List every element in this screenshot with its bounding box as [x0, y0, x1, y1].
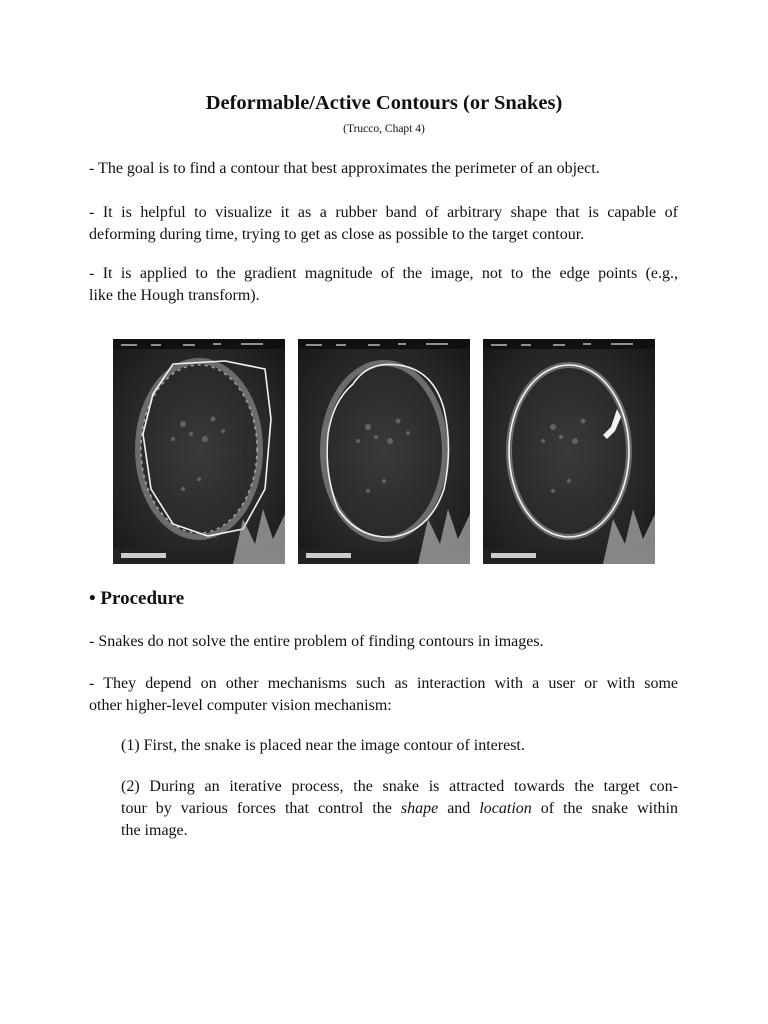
step-2-line-3: the image. — [121, 822, 188, 839]
mechanisms-line-2: other higher-level computer vision mechanism: — [89, 697, 392, 714]
initial-snake-panel — [113, 339, 285, 564]
mechanisms-line-1: - They depend on other mechanisms such as interaction with a user or with some — [89, 675, 678, 692]
snakes-limit-text: - Snakes do not solve the entire problem of finding contours in images. — [89, 633, 544, 650]
step-1-text: (1) First, the snake is placed near the image contour of interest. — [121, 737, 525, 754]
emphasis-location: location — [479, 800, 532, 817]
procedure-heading: • Procedure — [89, 588, 185, 609]
rubber-band-line-2: deforming during time, trying to get as close as possible to the target contour. — [89, 226, 585, 243]
converged-snake-panel — [483, 339, 655, 564]
step-2-line-2 — [121, 798, 678, 820]
scale-bar — [306, 553, 351, 558]
step-1 — [121, 735, 678, 757]
goal-paragraph — [89, 158, 678, 180]
goal-text: - The goal is to find a contour that best approximates the perimeter of an object. — [89, 160, 600, 177]
rubber-band-line-1: - It is helpful to visualize it as a rubber band of arbitrary shape that is capable of — [89, 204, 678, 221]
snakes-limit-paragraph — [89, 631, 678, 653]
step-2-line-1: (2) During an iterative process, the snake is attracted towards the target con- — [121, 778, 678, 795]
step-2-line-2-start: tour by various forces that control the — [121, 800, 401, 817]
mechanisms-paragraph — [89, 673, 678, 717]
step-2-line-2-end: of the snake within — [531, 800, 678, 817]
scale-bar — [491, 553, 536, 558]
citation: (Trucco, Chapt 4) — [343, 123, 425, 135]
gradient-line-2: like the Hough transform). — [89, 287, 260, 304]
gradient-line-1: - It is applied to the gradient magnitude of the image, not to the edge points (e.g., — [89, 265, 678, 282]
gradient-paragraph — [89, 263, 678, 307]
snake-figure — [113, 339, 656, 565]
emphasis-shape: shape — [400, 800, 439, 817]
intermediate-snake-panel — [298, 339, 470, 564]
page-title: Deformable/Active Contours (or Snakes) — [205, 92, 563, 114]
step-2 — [121, 776, 678, 842]
rubber-band-paragraph — [89, 202, 678, 246]
scale-bar — [121, 553, 166, 558]
step-2-and: and — [438, 800, 480, 817]
